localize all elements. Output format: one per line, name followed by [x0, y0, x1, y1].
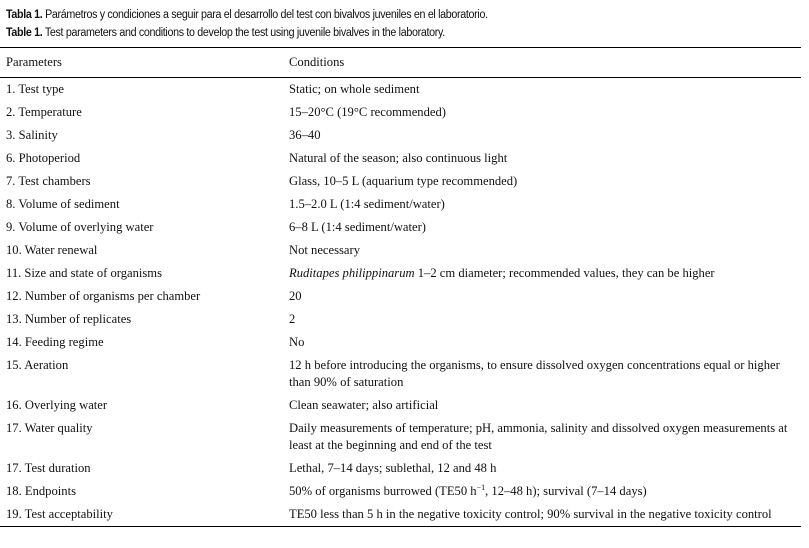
table-row — [0, 308, 801, 331]
parameter-cell: 15. Aeration — [6, 358, 69, 372]
parameter-cell: 11. Size and state of organisms — [6, 266, 162, 280]
condition-cell — [283, 101, 801, 124]
condition-cell — [283, 170, 801, 193]
parameter-cell: 18. Endpoints — [6, 484, 76, 498]
condition-cell — [283, 354, 801, 394]
condition-cell — [283, 78, 801, 102]
condition-text: 1–2 cm diameter; recommended values, they can be higher — [414, 266, 715, 280]
condition-text: Lethal, 7–14 days; sublethal, 12 and 48 h — [289, 461, 497, 475]
condition-text: 1.5–2.0 L (1:4 sediment/water) — [289, 197, 445, 211]
parameter-cell: 17. Test duration — [6, 461, 91, 475]
condition-cell — [283, 331, 801, 354]
parameter-cell: 2. Temperature — [6, 105, 82, 119]
condition-text: 50% of organisms burrowed (TE50 h — [289, 484, 477, 498]
condition-text: Glass, 10–5 L (aquarium type recommended) — [289, 174, 518, 188]
header-conditions: Conditions — [289, 55, 345, 69]
table-row — [0, 78, 801, 102]
condition-cell — [283, 457, 801, 480]
condition-text: Natural of the season; also continuous light — [289, 151, 508, 165]
condition-cell — [283, 193, 801, 216]
parameter-cell: 12. Number of organisms per chamber — [6, 289, 201, 303]
condition-text: , 12–48 h); survival (7–14 days) — [485, 484, 647, 498]
parameter-cell: 8. Volume of sediment — [6, 197, 120, 211]
parameter-cell: 14. Feeding regime — [6, 335, 104, 349]
table-row — [0, 354, 801, 394]
condition-text: 36–40 — [289, 128, 321, 142]
caption-spanish — [6, 9, 488, 21]
species-name: Ruditapes philippinarum — [289, 266, 415, 280]
parameter-cell: 1. Test type — [6, 82, 64, 96]
table-row — [0, 331, 801, 354]
caption-text: Parámetros y condiciones a seguir para el desarrollo del test con bivalvos juveniles en el laboratorio. — [42, 9, 488, 21]
table-header-row — [0, 48, 801, 78]
table-row — [0, 503, 801, 527]
condition-cell — [283, 417, 801, 457]
parameter-cell: 13. Number of replicates — [6, 312, 132, 326]
caption-english — [6, 27, 445, 39]
condition-cell — [283, 147, 801, 170]
caption-text: Test parameters and conditions to develop the test using juvenile bivalves in the laboratory. — [42, 27, 445, 39]
parameter-cell: 19. Test acceptability — [6, 507, 113, 521]
condition-text: Static; on whole sediment — [289, 82, 420, 96]
caption-label: Table 1. — [6, 27, 43, 39]
condition-text: 6–8 L (1:4 sediment/water) — [289, 220, 426, 234]
table-row — [0, 480, 801, 503]
condition-cell — [283, 124, 801, 147]
parameter-cell: 9. Volume of overlying water — [6, 220, 154, 234]
table-row — [0, 147, 801, 170]
table-row — [0, 285, 801, 308]
parameter-cell: 17. Water quality — [6, 421, 93, 435]
table-row — [0, 216, 801, 239]
condition-text: No — [289, 335, 305, 349]
parameter-cell: 6. Photoperiod — [6, 151, 81, 165]
condition-cell — [283, 394, 801, 417]
condition-cell — [283, 480, 801, 503]
caption-label: Tabla 1. — [6, 9, 43, 21]
table-row — [0, 124, 801, 147]
table-row — [0, 101, 801, 124]
condition-text: 2 — [289, 312, 296, 326]
condition-text: Clean seawater; also artificial — [289, 398, 439, 412]
condition-text: Daily measurements of temperature; pH, ammonia, salinity and dissolved oxygen measurements at least at the beginning and end of the test — [289, 421, 788, 452]
condition-cell — [283, 262, 801, 285]
table-row — [0, 457, 801, 480]
condition-cell — [283, 285, 801, 308]
superscript: −1 — [476, 482, 486, 492]
condition-cell — [283, 239, 801, 262]
condition-text: Not necessary — [289, 243, 360, 257]
parameter-cell: 3. Salinity — [6, 128, 58, 142]
condition-text: 12 h before introducing the organisms, to ensure dissolved oxygen concentrations equal or higher than 90% of saturation — [289, 358, 780, 389]
table-row — [0, 417, 801, 457]
table-row — [0, 394, 801, 417]
table-row — [0, 193, 801, 216]
parameters-table — [0, 47, 801, 527]
table-row — [0, 239, 801, 262]
condition-cell — [283, 308, 801, 331]
table-body — [0, 78, 801, 527]
table-row — [0, 170, 801, 193]
condition-cell — [283, 216, 801, 239]
parameter-cell: 16. Overlying water — [6, 398, 108, 412]
condition-text: 20 — [289, 289, 302, 303]
header-parameters: Parameters — [6, 55, 62, 69]
parameter-cell: 7. Test chambers — [6, 174, 91, 188]
table-row — [0, 262, 801, 285]
condition-cell — [283, 503, 801, 527]
condition-text: 15–20°C (19°C recommended) — [289, 105, 446, 119]
condition-text: TE50 less than 5 h in the negative toxicity control; 90% survival in the negative toxicity control — [289, 507, 772, 521]
parameter-cell: 10. Water renewal — [6, 243, 98, 257]
